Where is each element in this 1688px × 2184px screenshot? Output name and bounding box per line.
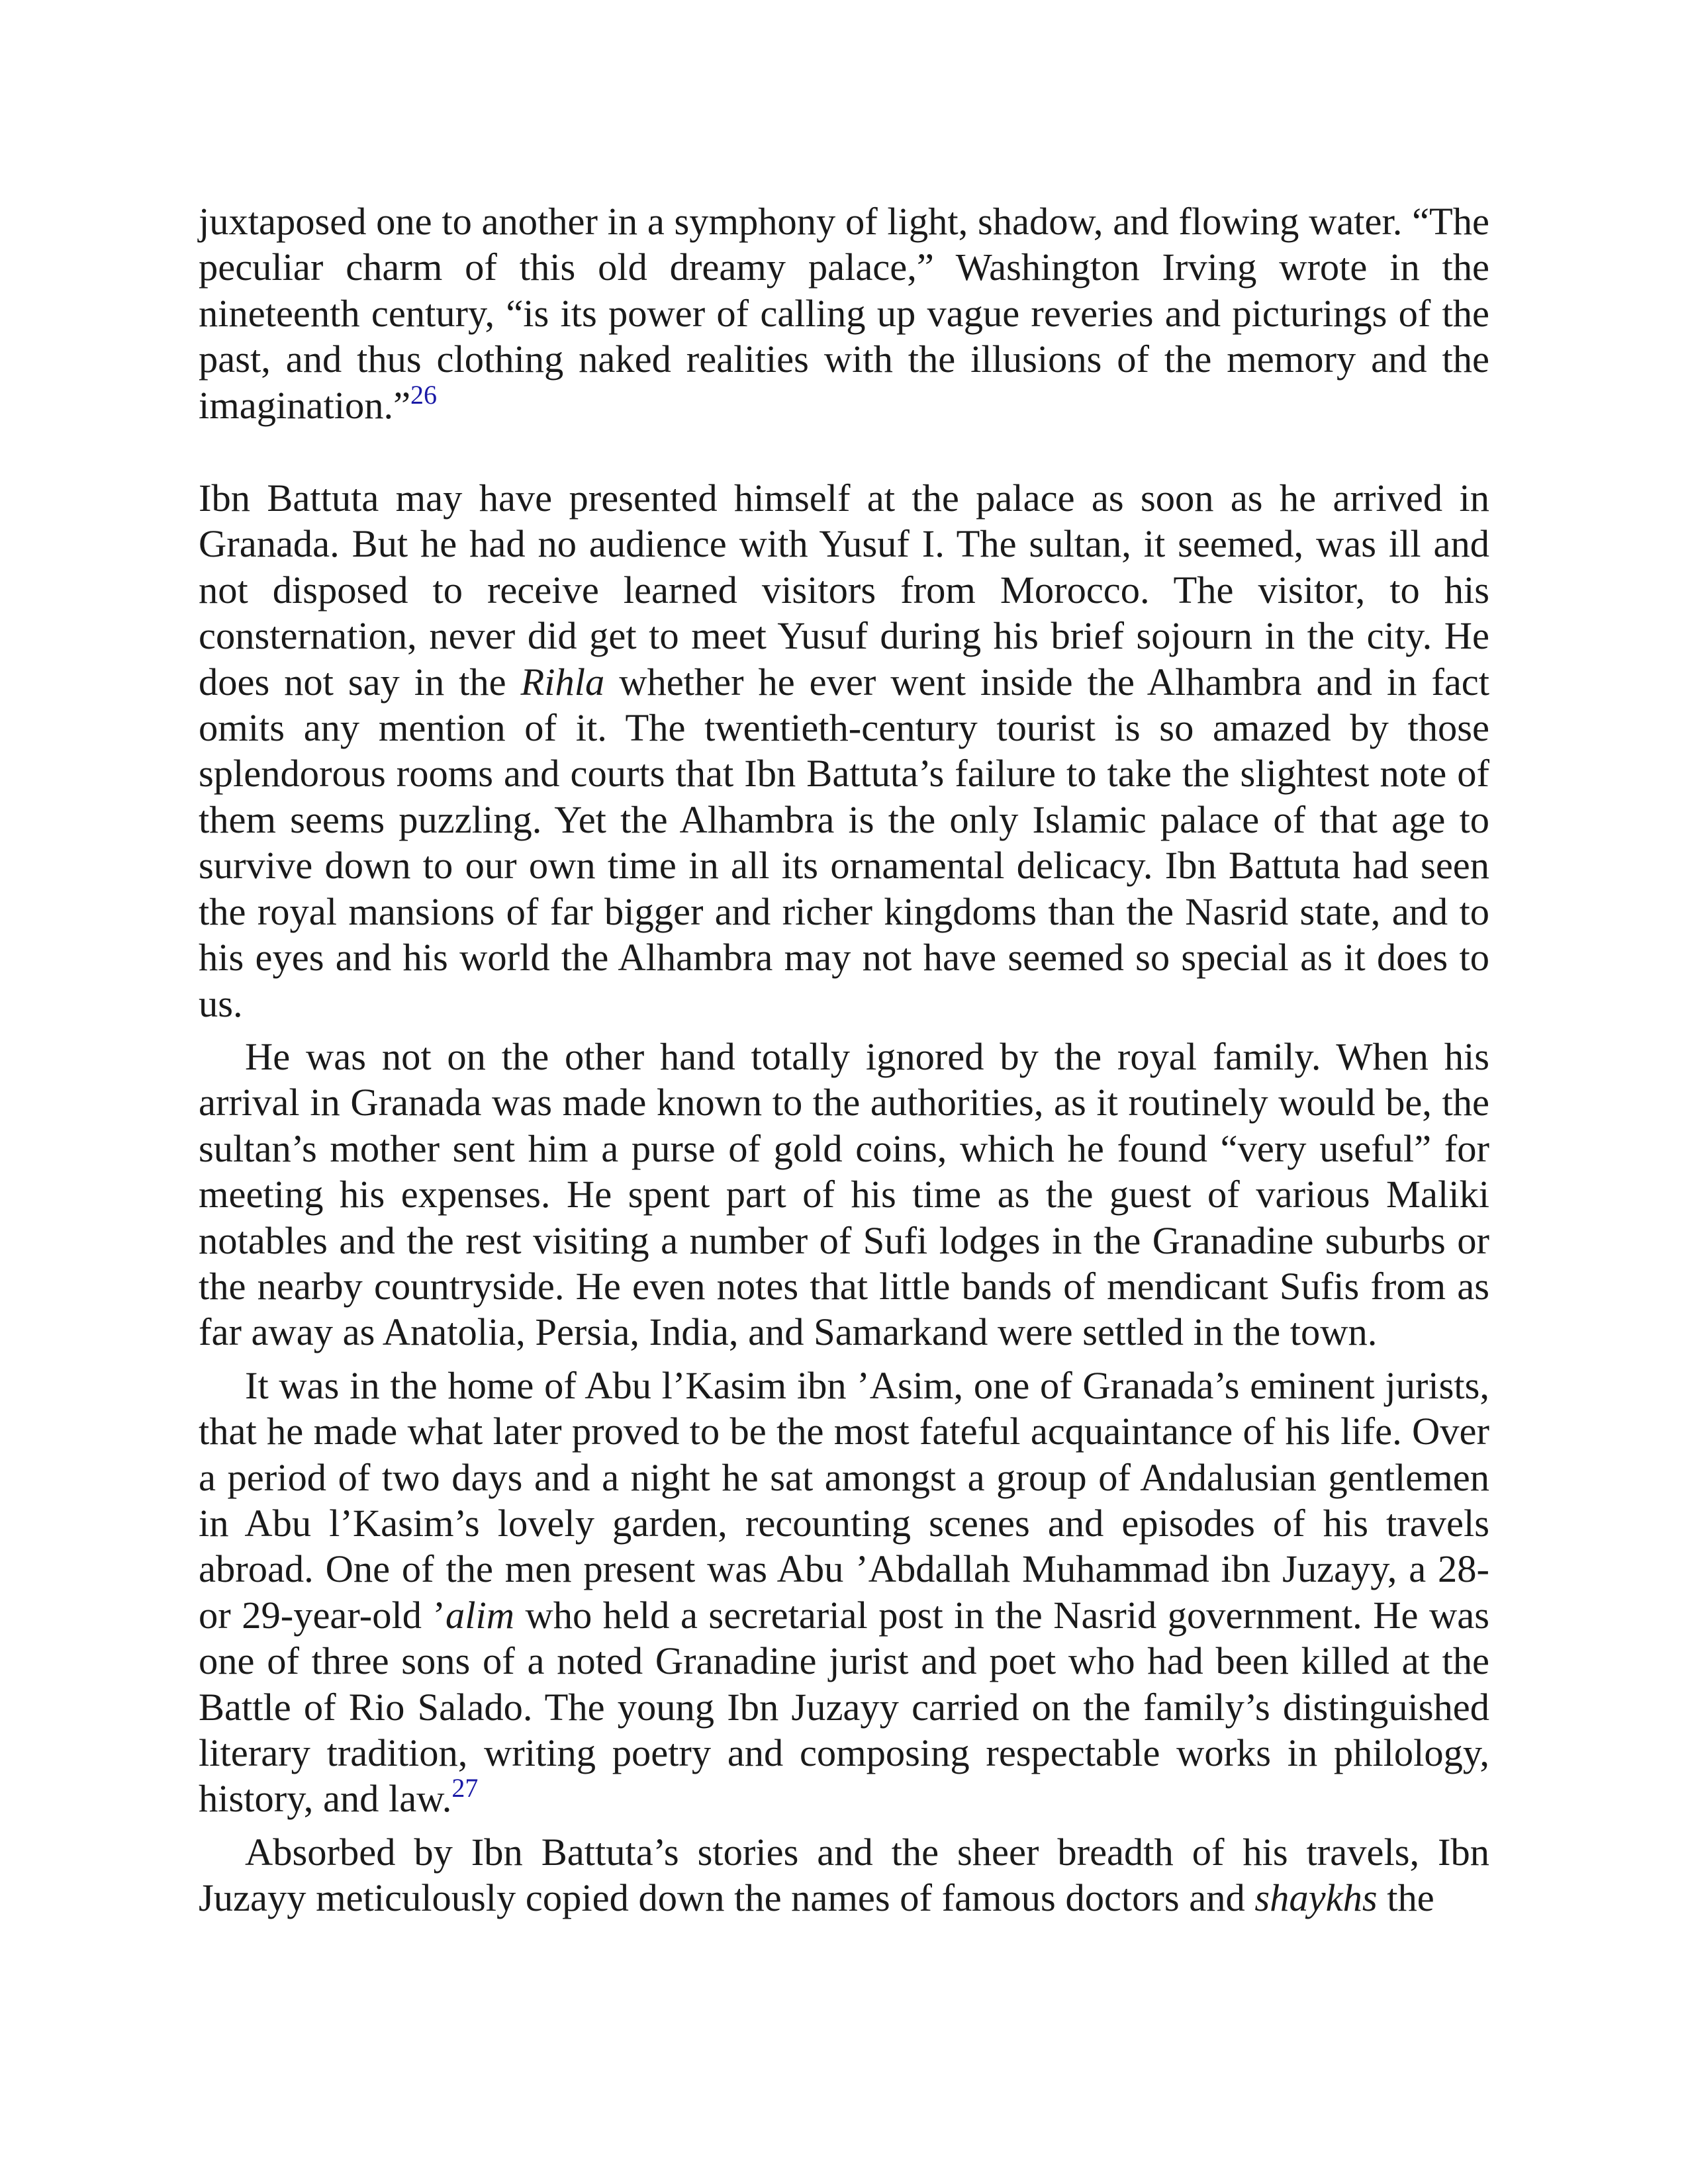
term-shaykhs: shaykhs <box>1254 1876 1378 1920</box>
footnote-ref-26[interactable]: 26 <box>410 379 438 410</box>
paragraph-5-text-b: the <box>1377 1876 1434 1920</box>
paragraph-2-text-a: Ibn Battuta may have presented himself at the palace as soon as he arrived in Granada. But he had no audience with Yusuf I. The sultan, it seemed, was ill and not disposed to receive learned visitors from Morocco. The visitor, to his consternation, never did get to meet Yusuf during his brief sojourn in the city. He does not say in the <box>199 477 1489 704</box>
paragraph-4-text-b: who held a secretarial post in the Nasrid government. He was one of three sons of a noted Granadine jurist and poet who had been killed at the Battle of Rio Salado. The young Ibn Juzayy carried on the family’s distinguished literary tradition, writing poetry and composing respectable works in philology, history, and law. <box>199 1593 1489 1821</box>
paragraph-3-text: He was not on the other hand totally ignored by the royal family. When his arrival in Granada was made known to the authorities, as it routinely would be, the sultan’s mother sent him a purse of gold coins, which he found “very useful” for meeting his expenses. He spent part of his time as the guest of various Maliki notables and the rest visiting a number of Sufi lodges in the Granadine suburbs or the nearby countryside. He even notes that little bands of mendicant Sufis from as far away as Anatolia, Persia, India, and Samarkand were settled in the town. <box>199 1034 1489 1354</box>
paragraph-5-text-a: Absorbed by Ibn Battuta’s stories and the sheer breadth of his travels, Ibn Juzayy meticulously copied down the names of famous doctors and <box>199 1830 1489 1920</box>
paragraph-4-text-a: It was in the home of Abu l’Kasim ibn ’Asim, one of Granada’s eminent jurists, that he made what later proved to be the most fateful acquaintance of his life. Over a period of two days and a night he sat amongst a group of Andalusian gentlemen in Abu l’Kasim’s lovely garden, recounting scenes and episodes of his travels abroad. One of the men present was Abu ’Abdallah Muhammad ibn Juzayy, a 28-or 29-year-old ’ <box>199 1363 1489 1637</box>
paragraph-2 <box>199 475 1489 1026</box>
document-page <box>199 199 1489 1921</box>
footnote-ref-27[interactable]: 27 <box>451 1773 479 1803</box>
paragraph-5 <box>199 1829 1489 1921</box>
paragraph-4 <box>199 1363 1489 1822</box>
paragraph-1 <box>199 199 1489 428</box>
paragraph-3 <box>199 1034 1489 1355</box>
title-rihla: Rihla <box>520 660 605 704</box>
paragraph-1-text: juxtaposed one to another in a symphony of light, shadow, and flowing water. “The peculiar charm of this old dreamy palace,” Washington Irving wrote in the nineteenth century, “is its power of calling up vague reveries and picturings of the past, and thus clothing naked realities with the illusions of the memory and the imagination.” <box>199 200 1489 427</box>
paragraph-2-text-b: whether he ever went inside the Alhambra and in fact omits any mention of it. The twentieth-century tourist is so amazed by those splendorous rooms and courts that Ibn Battuta’s failure to take the slightest note of them seems puzzling. Yet the Alhambra is the only Islamic palace of that age to survive down to our own time in all its ornamental delicacy. Ibn Battuta had seen the royal mansions of far bigger and richer kingdoms than the Nasrid state, and to his eyes and his world the Alhambra may not have seemed so special as it does to us. <box>199 660 1489 1025</box>
term-alim: alim <box>445 1593 514 1637</box>
